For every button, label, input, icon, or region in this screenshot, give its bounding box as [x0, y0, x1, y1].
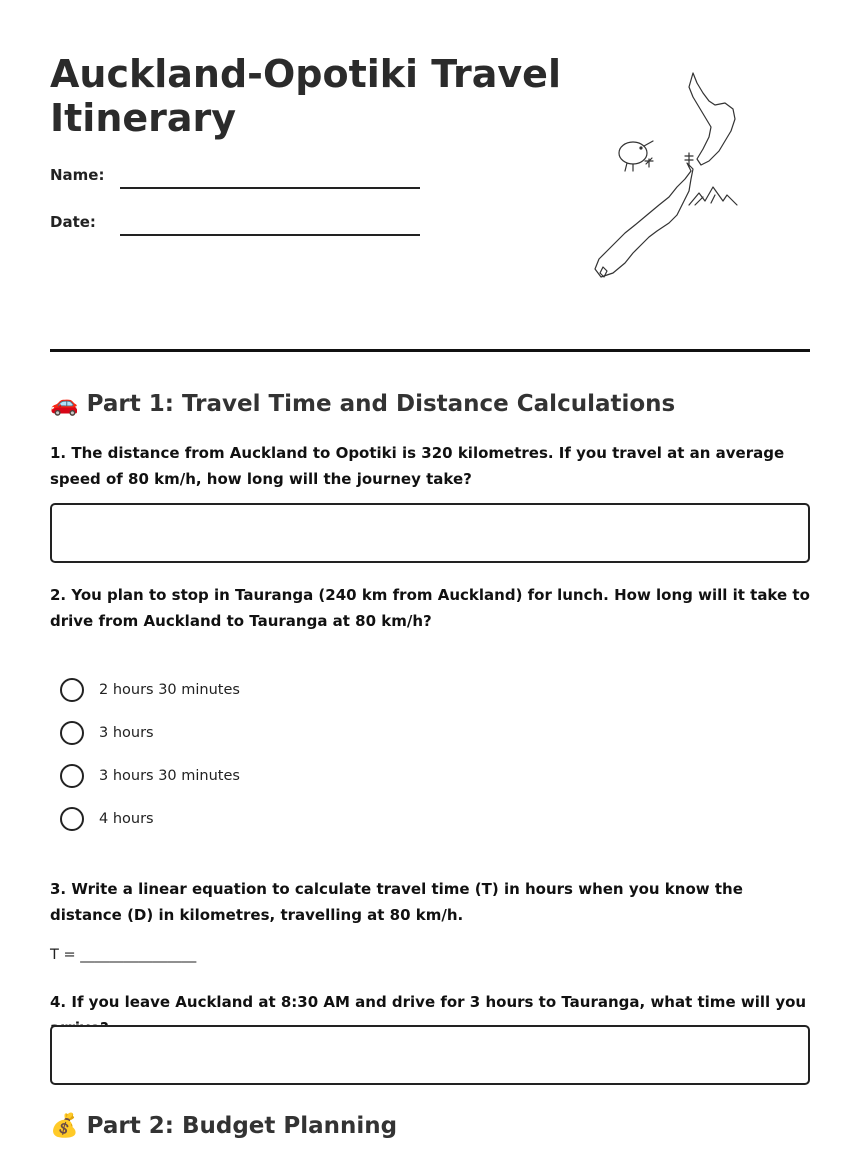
money-bag-icon: 💰 [50, 1113, 79, 1139]
question-1: 1. The distance from Auckland to Opotiki is 320 kilometres. If you travel at an average speed of 80 km/h, how long will the journey take? [50, 444, 785, 488]
question-2-option-2[interactable] [60, 720, 154, 746]
date-field[interactable] [120, 234, 420, 236]
name-label: Name: [50, 166, 105, 184]
part2-heading-text: Part 2: Budget Planning [86, 1113, 398, 1139]
question-3: 3. Write a linear equation to calculate travel time (T) in hours when you know the distance (D) in kilometres, travelling at 80 km/h. [50, 880, 743, 924]
worksheet-title: Auckland-Opotiki Travel Itinerary [50, 52, 561, 140]
option-label: 2 hours 30 minutes [99, 682, 240, 698]
new-zealand-map-icon [585, 55, 745, 285]
question-2-option-1[interactable] [60, 677, 240, 703]
question-2: 2. You plan to stop in Tauranga (240 km from Auckland) for lunch. How long will it take to drive from Auckland to Tauranga at 80 km/h? [50, 586, 810, 630]
radio-button[interactable] [60, 721, 84, 745]
name-field[interactable] [120, 187, 420, 189]
date-label: Date: [50, 213, 96, 231]
car-icon: 🚗 [50, 391, 79, 417]
question-1-answer-box[interactable] [50, 503, 810, 563]
header-divider [50, 349, 810, 352]
question-2-option-3[interactable] [60, 763, 240, 789]
question-4: 4. If you leave Auckland at 8:30 AM and drive for 3 hours to Tauranga, what time will you [50, 993, 807, 1011]
option-label: 4 hours [99, 811, 154, 827]
part1-heading [50, 389, 675, 419]
option-label: 3 hours [99, 725, 154, 741]
question-3-formula-blank[interactable]: T = ________________ [50, 947, 197, 963]
option-label: 3 hours 30 minutes [99, 768, 240, 784]
question-2-option-4[interactable] [60, 806, 154, 832]
radio-button[interactable] [60, 678, 84, 702]
part2-heading [50, 1111, 397, 1141]
radio-button[interactable] [60, 807, 84, 831]
radio-button[interactable] [60, 764, 84, 788]
part1-heading-text: Part 1: Travel Time and Distance Calculations [86, 391, 676, 417]
question-4-answer-box[interactable] [50, 1025, 810, 1085]
